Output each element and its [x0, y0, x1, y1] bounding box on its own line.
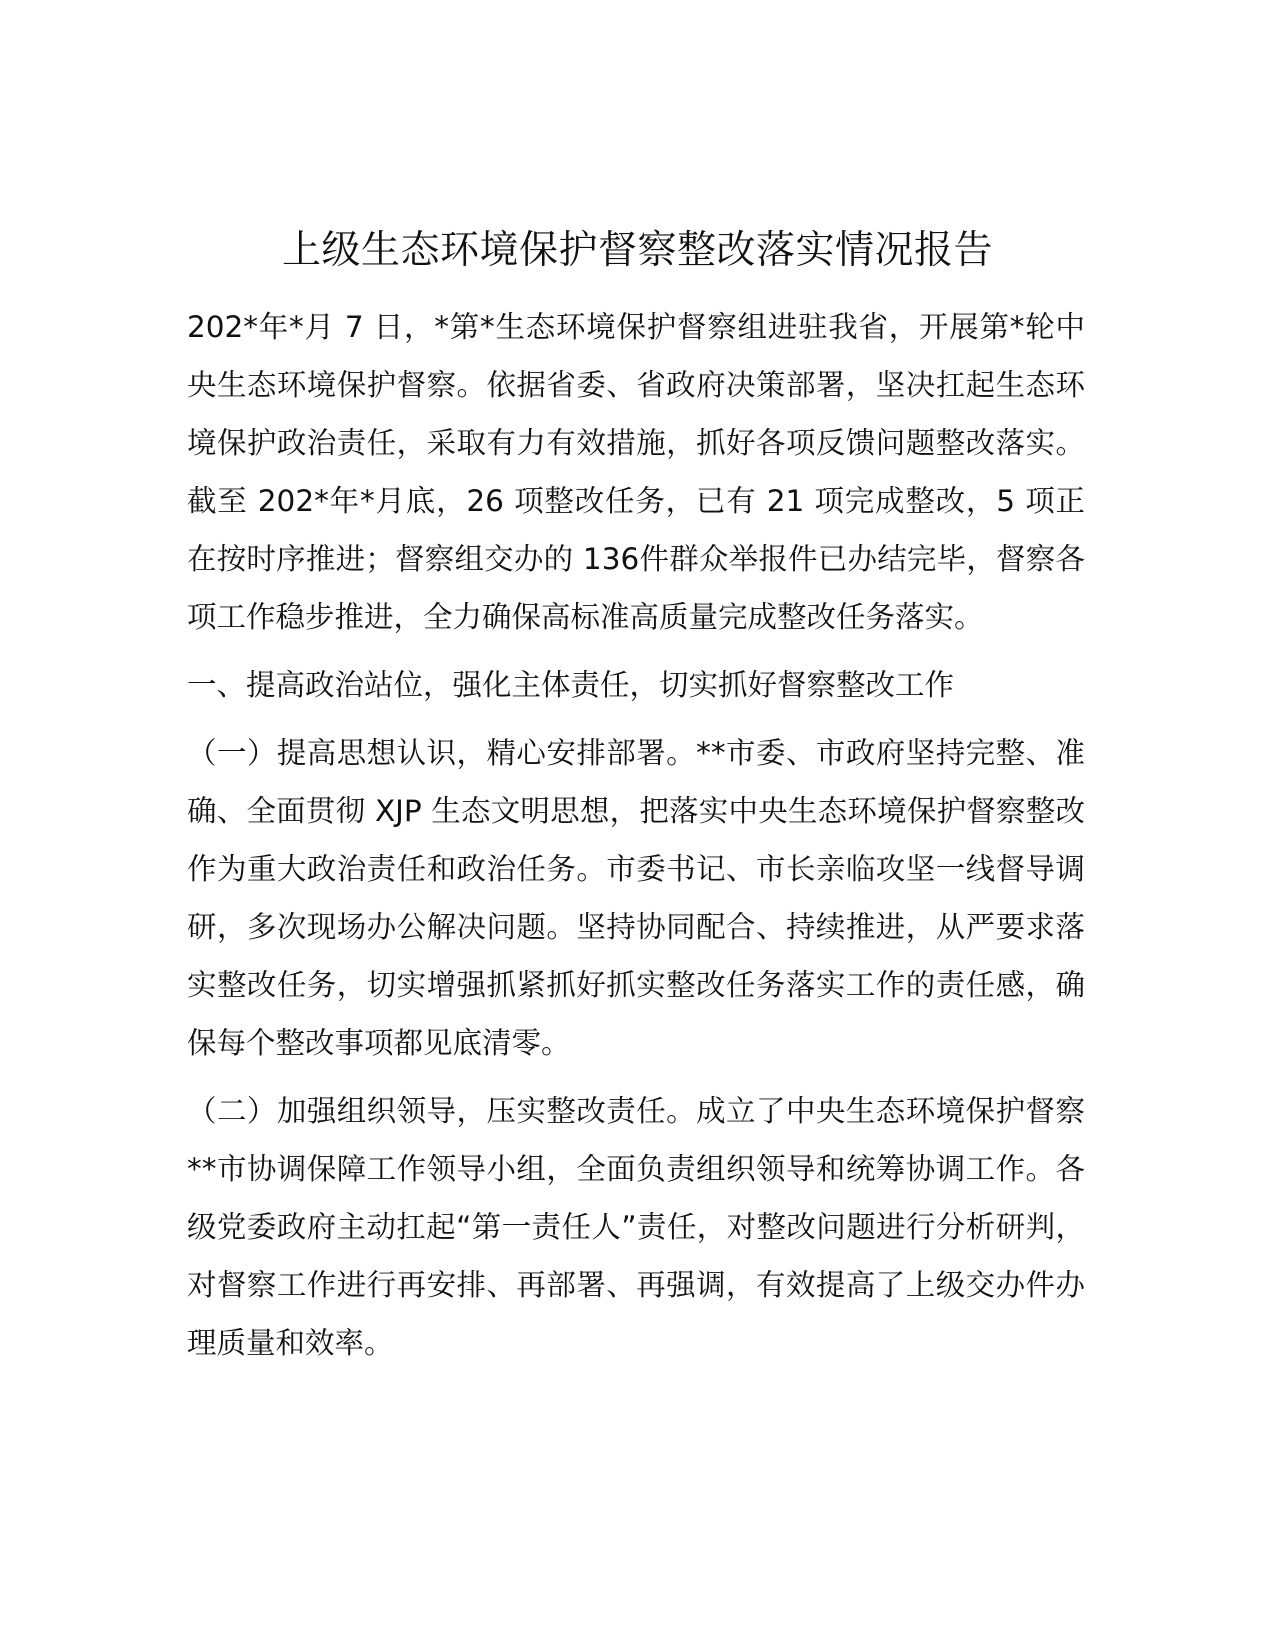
document-body: [187, 298, 1085, 1382]
document-title: 上级生态环境保护督察整改落实情况报告: [281, 228, 993, 273]
paragraph-intro: 202*年*月 7 日，*第*生态环境保护督察组进驻我省，开展第*轮中央生态环境保护督察。依据省委、省政府决策部署，坚决扛起生态环境保护政治责任，采取有力有效措施，抓好各项反馈问题整改落实。截至 202*年*月底，26 项整改任务，已有 21 项完成整改，5 项正在按时序推进；督察组交办的 136件群众举报件已办结完毕，督察各项工作稳步推进，全力确保高标准高质量完成整改任务落实。: [187, 310, 1085, 634]
paragraph-subsection-2: （二）加强组织领导，压实整改责任。成立了中央生态环境保护督察**市协调保障工作领导小组，全面负责组织领导和统筹协调工作。各级党委政府主动扛起“第一责任人”责任，对整改问题进行分析研判，对督察工作进行再安排、再部署、再强调，有效提高了上级交办件办理质量和效率。: [187, 1094, 1085, 1360]
section-heading-1: 一、提高政治站位，强化主体责任，切实抓好督察整改工作: [187, 668, 955, 702]
paragraph-subsection-1: （一）提高思想认识，精心安排部署。**市委、市政府坚持完整、准确、全面贯彻 XJP 生态文明思想，把落实中央生态环境保护督察整改作为重大政治责任和政治任务。市委书记、市长亲临攻坚一线督导调研，多次现场办公解决问题。坚持协同配合、持续推进，从严要求落实整改任务，切实增强抓紧抓好抓实整改任务落实工作的责任感，确保每个整改事项都见底清零。: [187, 736, 1085, 1060]
